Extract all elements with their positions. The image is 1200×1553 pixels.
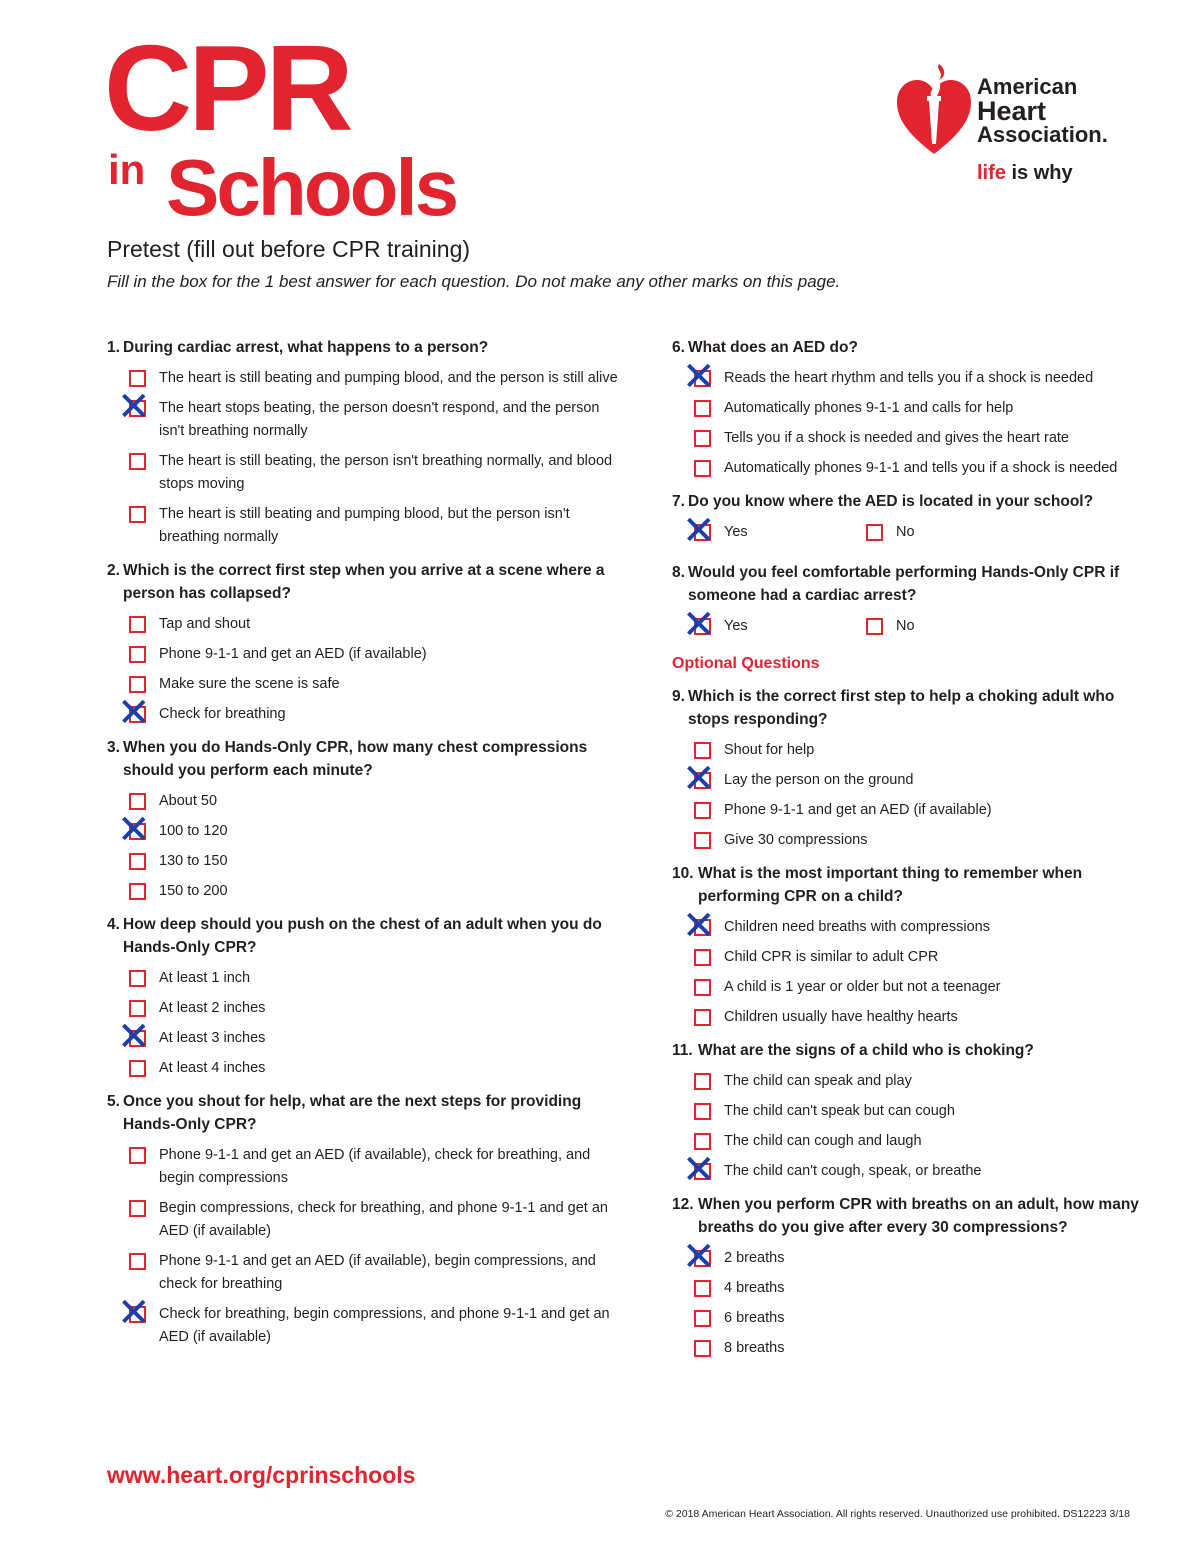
answer-text: The heart is still beating, the person isn't breathing normally, and blood stops moving — [159, 453, 613, 492]
answer-option[interactable] — [672, 603, 844, 647]
question-text — [107, 1090, 627, 1136]
question-11 — [672, 1039, 1142, 1192]
answer-option[interactable] — [672, 509, 844, 553]
answer-text: Child CPR is similar to adult CPR — [724, 949, 939, 965]
question-label: Do you know where the AED is located in your school? — [688, 493, 1094, 510]
answer-option[interactable] — [672, 1100, 1142, 1123]
answer-option[interactable] — [844, 615, 1016, 638]
answer-option[interactable] — [672, 829, 1142, 852]
checkbox[interactable] — [129, 1253, 146, 1270]
footer-url[interactable]: www.heart.org/cprinschools — [107, 1462, 416, 1488]
options-list — [672, 355, 1142, 480]
checkbox[interactable] — [129, 1147, 146, 1164]
handwritten-x-mark-icon: ✕ — [682, 757, 716, 801]
question-label: What is the most important thing to remember when performing CPR on a child? — [698, 865, 1083, 905]
checkbox[interactable] — [129, 1200, 146, 1217]
question-text — [672, 1193, 1142, 1239]
answer-text: Phone 9-1-1 and get an AED (if available) — [724, 802, 992, 818]
question-text — [107, 913, 627, 959]
answer-option[interactable] — [107, 503, 627, 549]
answer-option[interactable] — [107, 880, 627, 903]
options-list — [672, 603, 1142, 647]
answer-text: Give 30 compressions — [724, 832, 868, 848]
optional-questions-heading: Optional Questions — [672, 655, 820, 672]
answer-text: 150 to 200 — [159, 883, 228, 899]
question-12 — [672, 1193, 1142, 1360]
handwritten-x-mark-icon: ✕ — [682, 355, 716, 399]
options-list — [107, 367, 627, 549]
handwritten-x-mark-icon: ✕ — [682, 1148, 716, 1192]
checkbox[interactable] — [129, 616, 146, 633]
handwritten-x-mark-icon: ✕ — [682, 603, 716, 647]
checkbox[interactable] — [129, 506, 146, 523]
question-2 — [107, 559, 627, 735]
checkbox[interactable] — [694, 949, 711, 966]
question-text — [672, 862, 1142, 908]
answer-text: Shout for help — [724, 742, 815, 758]
answer-option[interactable] — [672, 904, 1142, 948]
answer-option[interactable] — [107, 643, 627, 666]
answer-option[interactable] — [107, 673, 627, 696]
aha-name-line3: Association. — [977, 122, 1108, 147]
question-7 — [672, 490, 1142, 551]
aha-name-line2: Heart — [977, 96, 1047, 126]
question-number: 8. — [672, 564, 685, 581]
answer-text: Lay the person on the ground — [724, 772, 914, 788]
options-list — [672, 904, 1142, 1029]
checkbox[interactable] — [129, 453, 146, 470]
answer-option[interactable] — [107, 850, 627, 873]
answer-text: The child can't speak but can cough — [724, 1103, 955, 1119]
question-number: 11. — [672, 1042, 693, 1059]
question-number: 7. — [672, 493, 685, 510]
answer-text: Begin compressions, check for breathing, and phone 9-1-1 and get an AED (if available) — [159, 1200, 608, 1239]
answer-text: The child can speak and play — [724, 1073, 912, 1089]
question-label: Once you shout for help, what are the next steps for providing Hands-Only CPR? — [123, 1093, 582, 1133]
question-text — [107, 559, 627, 605]
answer-option[interactable] — [672, 1148, 1142, 1192]
question-number: 5. — [107, 1093, 120, 1110]
answer-text: A child is 1 year or older but not a teenager — [724, 979, 1001, 995]
answer-option[interactable] — [672, 355, 1142, 399]
options-list — [672, 1235, 1142, 1360]
logo-schools: Schools — [166, 143, 457, 232]
checkbox[interactable] — [694, 1280, 711, 1297]
checkbox[interactable] — [694, 1340, 711, 1357]
answer-text: About 50 — [159, 793, 218, 809]
logo-in: in — [108, 146, 146, 193]
handwritten-x-mark-icon: ✕ — [117, 385, 151, 429]
answer-text: The heart stops beating, the person doesn't respond, and the person isn't breathing normally — [159, 400, 600, 439]
question-label: How deep should you push on the chest of an adult when you do Hands-Only CPR? — [123, 916, 602, 956]
checkbox[interactable] — [694, 1073, 711, 1090]
question-5 — [107, 1090, 627, 1349]
answer-option[interactable] — [107, 1057, 627, 1080]
checkbox[interactable] — [866, 524, 883, 541]
answer-text: Make sure the scene is safe — [159, 676, 340, 692]
checkbox[interactable] — [129, 1060, 146, 1077]
heart-torch-icon — [895, 62, 973, 158]
handwritten-x-mark-icon: ✕ — [682, 1235, 716, 1279]
checkbox[interactable] — [129, 853, 146, 870]
answer-option[interactable] — [672, 1130, 1142, 1153]
options-list — [672, 509, 1142, 553]
answer-text: At least 4 inches — [159, 1060, 266, 1076]
checkbox[interactable] — [694, 979, 711, 996]
question-number: 12. — [672, 1196, 694, 1213]
question-text — [672, 490, 1142, 513]
answer-text: Phone 9-1-1 and get an AED (if available), check for breathing, and begin compressions — [159, 1147, 591, 1186]
question-text — [672, 336, 1142, 359]
options-list — [107, 1144, 627, 1349]
answer-option[interactable] — [672, 1235, 1142, 1279]
question-label: Which is the correct first step to help a choking adult who stops responding? — [688, 688, 1115, 728]
answer-text: 2 breaths — [724, 1250, 785, 1266]
answer-text: The heart is still beating and pumping blood, and the person is still alive — [159, 370, 618, 386]
answer-text: Phone 9-1-1 and get an AED (if available) — [159, 646, 427, 662]
answer-text: Children need breaths with compressions — [724, 919, 990, 935]
answer-option[interactable] — [107, 367, 627, 390]
question-text — [672, 685, 1142, 731]
answer-text: No — [896, 618, 915, 634]
question-label: Which is the correct first step when you arrive at a scene where a person has collapsed? — [123, 562, 605, 602]
answer-text: Check for breathing — [159, 706, 286, 722]
tagline-rest: is why — [1005, 162, 1073, 184]
answer-option[interactable] — [107, 613, 627, 636]
answer-option[interactable] — [107, 997, 627, 1020]
question-number: 6. — [672, 339, 685, 356]
checkbox[interactable] — [694, 832, 711, 849]
question-number: 2. — [107, 562, 120, 579]
answer-text: 6 breaths — [724, 1310, 785, 1326]
options-list — [107, 613, 627, 735]
checkbox[interactable] — [694, 430, 711, 447]
question-number: 4. — [107, 916, 120, 933]
answer-text: Check for breathing, begin compressions, and phone 9-1-1 and get an AED (if available) — [159, 1306, 610, 1345]
answer-text: Phone 9-1-1 and get an AED (if available), begin compressions, and check for breathing — [159, 1253, 596, 1292]
answer-text: No — [896, 524, 915, 540]
question-6 — [672, 336, 1142, 480]
checkbox[interactable] — [694, 802, 711, 819]
answer-text: At least 2 inches — [159, 1000, 266, 1016]
checkbox[interactable] — [129, 646, 146, 663]
handwritten-x-mark-icon: ✕ — [117, 1015, 151, 1059]
question-text — [107, 736, 627, 782]
question-number: 1. — [107, 339, 120, 356]
question-label: Would you feel comfortable performing Hands-Only CPR if someone had a cardiac arrest? — [688, 564, 1120, 604]
answer-option[interactable] — [107, 808, 627, 852]
checkbox[interactable] — [129, 970, 146, 987]
checkbox[interactable] — [866, 618, 883, 635]
answer-option[interactable] — [672, 799, 1142, 822]
question-label: What are the signs of a child who is choking? — [698, 1042, 1034, 1059]
handwritten-x-mark-icon: ✕ — [682, 509, 716, 553]
answer-text: Tap and shout — [159, 616, 251, 632]
question-number: 9. — [672, 688, 685, 705]
answer-option[interactable] — [107, 1250, 627, 1296]
answer-option[interactable] — [672, 976, 1142, 999]
answer-option[interactable] — [672, 757, 1142, 801]
checkbox[interactable] — [694, 1009, 711, 1026]
tagline-life: life — [977, 162, 1006, 184]
handwritten-x-mark-icon: ✕ — [117, 1291, 151, 1335]
answer-text: At least 3 inches — [159, 1030, 266, 1046]
answer-text: 100 to 120 — [159, 823, 228, 839]
answer-option[interactable] — [107, 1197, 627, 1243]
question-1 — [107, 336, 627, 549]
aha-name — [977, 76, 1108, 146]
options-list — [672, 1070, 1142, 1192]
question-9 — [672, 685, 1142, 852]
answer-option[interactable] — [672, 1006, 1142, 1029]
question-label: When you perform CPR with breaths on an adult, how many breaths do you give after every 30 compressions? — [698, 1196, 1139, 1236]
logo-cpr: CPR — [104, 20, 350, 156]
answer-option[interactable] — [672, 1277, 1142, 1300]
answer-option[interactable] — [672, 1307, 1142, 1330]
checkbox[interactable] — [694, 400, 711, 417]
options-list — [107, 790, 627, 903]
answer-option[interactable] — [844, 521, 1016, 544]
question-text — [672, 1039, 1142, 1062]
answer-text: Automatically phones 9-1-1 and tells you if a shock is needed — [724, 460, 1118, 476]
question-number: 10. — [672, 865, 694, 882]
question-label: When you do Hands-Only CPR, how many chest compressions should you perform each minute? — [123, 739, 588, 779]
options-list — [672, 739, 1142, 852]
answer-text: 4 breaths — [724, 1280, 785, 1296]
answer-text: Automatically phones 9-1-1 and calls for help — [724, 400, 1014, 416]
aha-tagline — [977, 162, 1073, 185]
answer-option[interactable] — [107, 790, 627, 813]
answer-option[interactable] — [107, 691, 627, 735]
answer-option[interactable] — [672, 1070, 1142, 1093]
question-number: 3. — [107, 739, 120, 756]
question-text — [672, 561, 1142, 607]
cpr-in-schools-logo — [104, 20, 457, 232]
handwritten-x-mark-icon: ✕ — [117, 691, 151, 735]
answer-option[interactable] — [107, 967, 627, 990]
checkbox[interactable] — [694, 1103, 711, 1120]
answer-text: Children usually have healthy hearts — [724, 1009, 958, 1025]
checkbox[interactable] — [694, 460, 711, 477]
question-4 — [107, 913, 627, 1080]
answer-option[interactable] — [672, 427, 1142, 450]
answer-option[interactable] — [672, 1337, 1142, 1360]
checkbox[interactable] — [129, 883, 146, 900]
copyright: © 2018 American Heart Association. All rights reserved. Unauthorized use prohibited. DS12223 3/18 — [665, 1508, 1130, 1520]
answer-option[interactable] — [672, 397, 1142, 420]
instructions: Fill in the box for the 1 best answer for each question. Do not make any other marks on this page. — [107, 272, 841, 291]
question-label: During cardiac arrest, what happens to a person? — [123, 339, 489, 356]
question-3 — [107, 736, 627, 903]
answer-text: The heart is still beating and pumping blood, but the person isn't breathing normally — [159, 506, 570, 545]
left-column — [107, 336, 627, 1359]
answer-text: Yes — [724, 524, 748, 540]
answer-text: The child can cough and laugh — [724, 1133, 922, 1149]
answer-option[interactable] — [107, 1015, 627, 1059]
question-text — [107, 336, 627, 359]
answer-text: Yes — [724, 618, 748, 634]
answer-text: 130 to 150 — [159, 853, 228, 869]
question-8 — [672, 561, 1142, 645]
answer-option[interactable] — [107, 1144, 627, 1190]
checkbox[interactable] — [694, 1310, 711, 1327]
options-list — [107, 967, 627, 1080]
aha-name-line1: American — [977, 74, 1078, 99]
answer-text: The child can't cough, speak, or breathe — [724, 1163, 982, 1179]
answer-text: Reads the heart rhythm and tells you if a shock is needed — [724, 370, 1094, 386]
answer-text: 8 breaths — [724, 1340, 785, 1356]
question-10 — [672, 862, 1142, 1029]
aha-logo — [895, 62, 1135, 192]
answer-text: Tells you if a shock is needed and gives the heart rate — [724, 430, 1069, 446]
answer-option[interactable] — [107, 1291, 627, 1349]
answer-option[interactable] — [107, 385, 627, 443]
right-column — [672, 336, 1142, 1370]
answer-option[interactable] — [672, 946, 1142, 969]
handwritten-x-mark-icon: ✕ — [682, 904, 716, 948]
handwritten-x-mark-icon: ✕ — [117, 808, 151, 852]
answer-option[interactable] — [672, 739, 1142, 762]
answer-text: At least 1 inch — [159, 970, 251, 986]
answer-option[interactable] — [672, 457, 1142, 480]
question-label: What does an AED do? — [688, 339, 858, 356]
page-title: Pretest (fill out before CPR training) — [107, 236, 471, 262]
answer-option[interactable] — [107, 450, 627, 496]
